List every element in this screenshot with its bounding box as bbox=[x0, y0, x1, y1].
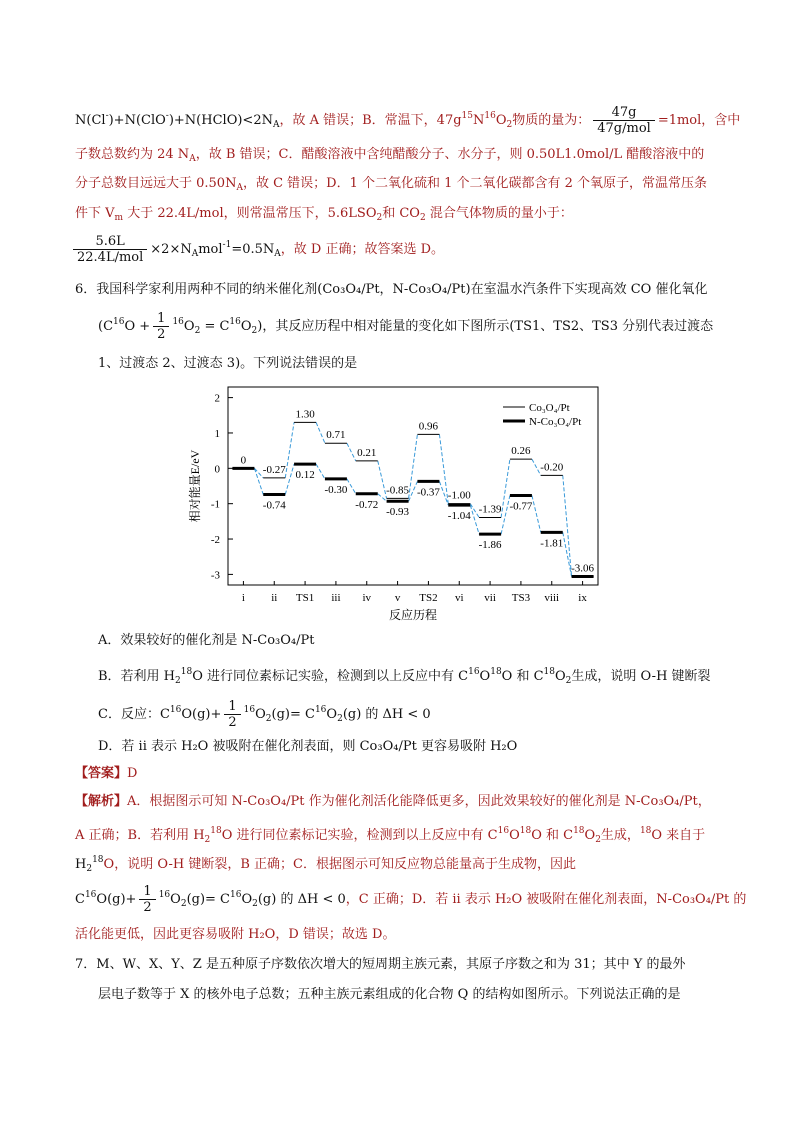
x-tick-label: vi bbox=[454, 592, 464, 604]
explanation-line-1: $N(Cl^-)+N(ClO^-)+N(HClO)<2N_A$，故 A 错误；B．常温下，$47g^{15}N^{16}O_2$物质的量为： $\frac{47g}{\text{47g/mol}}$ =1mol，含中 bbox=[75, 105, 741, 136]
energy-label: -0.85 bbox=[386, 484, 410, 497]
y-tick-label: -1 bbox=[210, 498, 220, 511]
energy-label: -1.81 bbox=[540, 537, 564, 550]
connector-line bbox=[316, 422, 325, 443]
energy-label: 0.96 bbox=[418, 420, 439, 433]
energy-label: -0.74 bbox=[262, 499, 286, 512]
energy-label: -0.37 bbox=[416, 486, 440, 499]
fraction: $\frac{1}{2}$ bbox=[224, 699, 240, 730]
fraction: $\frac{47g}{\text{47g/mol}}$ bbox=[593, 105, 655, 136]
y-tick-label: 0 bbox=[214, 463, 220, 476]
analysis-line-1: 【解析】A．根据图示可知 N-Co₃O₄/Pt 作为催化剂活化能降低更多，因此效果较好的催化剂是 N-Co₃O₄/Pt， bbox=[75, 794, 711, 809]
analysis-line-4: $C^{16}O(g)+$ $\frac{1}{2}$ $^{16}O_2(g)= C^{16}O_2(g)$ 的 ΔH < 0，C 正确；D．若 ii 表示 H₂O 被吸附在催化剂表面，N-Co₃O₄/Pt 的 bbox=[75, 884, 747, 915]
option-b: B．若利用 $H_2^{18}O$ 进行同位素标记实验，检测到以上反应中有 $C^{16}O^{18}O$ 和 $C^{18}O_2$生成，说明 O-H 键断裂 bbox=[98, 667, 711, 686]
question-6-line-1: 6．我国科学家利用两种不同的纳米催化剂(Co₃O₄/Pt，N-Co₃O₄/Pt)在室温水汽条件下实现高效 CO 催化氧化 bbox=[75, 282, 708, 297]
connector-line bbox=[347, 443, 356, 461]
energy-label: -1.86 bbox=[478, 539, 502, 552]
energy-label: 0.71 bbox=[326, 429, 346, 442]
analysis-line-5: 活化能更低，因此更容易吸附 H₂O，D 错误；故选 D。 bbox=[75, 927, 396, 942]
energy-label: -0.93 bbox=[386, 506, 410, 519]
energy-label: -0.77 bbox=[509, 500, 533, 513]
energy-label: -3.06 bbox=[571, 562, 595, 575]
energy-label: -0.27 bbox=[262, 463, 286, 476]
energy-label: 0.12 bbox=[295, 469, 315, 482]
analysis-line-3: $H_2^{18}O$，说明 O-H 键断裂，B 正确；C．根据图示可知反应物总能量高于生成物，因此 bbox=[75, 855, 576, 874]
x-tick-label: TS2 bbox=[419, 592, 438, 604]
y-tick-label: 2 bbox=[214, 392, 220, 405]
explanation-line-2: 子数总数约为 24 $N_A$，故 B 错误；C．醋酸溶液中含纯醋酸分子、水分子，则 0.50L1.0mol/L 醋酸溶液中的 bbox=[75, 147, 705, 164]
y-tick-label: -3 bbox=[210, 569, 220, 582]
fraction: $\frac{5.6L}{\text{22.4L/mol}}$ bbox=[73, 234, 147, 265]
x-tick-label: TS1 bbox=[295, 592, 315, 604]
y-axis-label: 相对能量E/eV bbox=[188, 449, 202, 523]
energy-profile-chart bbox=[183, 382, 603, 632]
x-tick-label: viii bbox=[544, 592, 560, 604]
connector-line bbox=[347, 479, 356, 494]
explanation-line-3: 分子总数目远远大于 $0.50N_A$，故 C 错误；D．1 个二氧化硫和 1 个二氧化碳都含有 2 个氧原子，常温常压条 bbox=[75, 176, 708, 193]
energy-label: 0.21 bbox=[357, 446, 377, 459]
x-tick-label: i bbox=[241, 592, 245, 604]
question-7-line-1: 7．M、W、X、Y、Z 是五种原子序数依次增大的短周期主族元素，其原子序数之和为 31；其中 Y 的最外 bbox=[75, 957, 686, 972]
x-tick-label: ii bbox=[271, 592, 278, 604]
fraction: $\frac{1}{2}$ bbox=[153, 311, 169, 342]
connector-line bbox=[563, 475, 572, 576]
energy-label: 0.26 bbox=[511, 445, 531, 458]
explanation-line-5: $\frac{5.6L}{\text{22.4L/mol}}$ $\times 2\times N_Amol^{-1}=0.5N_A$，故 D 正确；故答案选 D。 bbox=[70, 232, 444, 267]
option-a: A．效果较好的催化剂是 N-Co₃O₄/Pt bbox=[98, 633, 315, 648]
option-c: C．反应：$C^{16}O(g)+$ $\frac{1}{2}$ $^{16}O_2(g)= C^{16}O_2(g)$ 的 ΔH < 0 bbox=[98, 699, 431, 730]
energy-label: 0 bbox=[240, 454, 247, 467]
answer-line: 【答案】D bbox=[75, 766, 138, 781]
y-tick-label: 1 bbox=[214, 427, 220, 440]
x-axis-label: 反应历程 bbox=[388, 608, 438, 622]
legend-label: Co₃O₄/Pt bbox=[529, 402, 570, 414]
x-tick-label: ix bbox=[578, 592, 587, 604]
fraction: $\frac{1}{2}$ bbox=[139, 884, 155, 915]
energy-label: 1.30 bbox=[295, 408, 315, 421]
legend-label: N-Co₃O₄/Pt bbox=[529, 416, 582, 428]
x-tick-label: v bbox=[394, 592, 401, 604]
energy-label: -0.30 bbox=[324, 483, 348, 496]
option-d: D．若 ii 表示 H₂O 被吸附在催化剂表面，则 Co₃O₄/Pt 更容易吸附 H₂O bbox=[98, 739, 518, 754]
energy-label: -1.00 bbox=[447, 489, 471, 502]
y-tick-label: -2 bbox=[210, 534, 220, 547]
question-6-line-3: 1、过渡态 2、过渡态 3)。下列说法错误的是 bbox=[98, 356, 358, 371]
connector-line bbox=[316, 464, 325, 479]
energy-label: -1.39 bbox=[478, 503, 502, 516]
question-7-line-2: 层电子数等于 X 的核外电子总数；五种主族元素组成的化合物 Q 的结构如图所示。下列说法正确的是 bbox=[98, 987, 681, 1002]
x-tick-label: TS3 bbox=[511, 592, 531, 604]
analysis-line-2: A 正确；B．若利用 $H_2^{18}O$ 进行同位素标记实验，检测到以上反应中有 $C^{16}O^{18}O$ 和 $C^{18}O_2$生成，$^{18}$O 来自于 bbox=[75, 826, 706, 845]
x-tick-label: iii bbox=[331, 592, 341, 604]
x-tick-label: iv bbox=[362, 592, 372, 604]
x-tick-label: vii bbox=[484, 592, 496, 604]
explanation-line-4: 件下 $V_m$ 大于 22.4L/mol，则常温常压下，$5.6LSO_2$和 $CO_2$ 混合气体物质的量小于： bbox=[75, 206, 573, 223]
connector-line bbox=[532, 496, 541, 533]
energy-label: -0.72 bbox=[355, 498, 379, 511]
energy-label: -1.04 bbox=[447, 510, 471, 523]
question-6-line-2: ($C^{16}O$ + $\frac{1}{2}$ $^{16}O_2 = C^{16}O_2$)，其反应历程中相对能量的变化如下图所示(TS1、TS2、TS3 分别代表过渡态 bbox=[98, 311, 714, 342]
energy-label: -0.20 bbox=[540, 461, 564, 474]
